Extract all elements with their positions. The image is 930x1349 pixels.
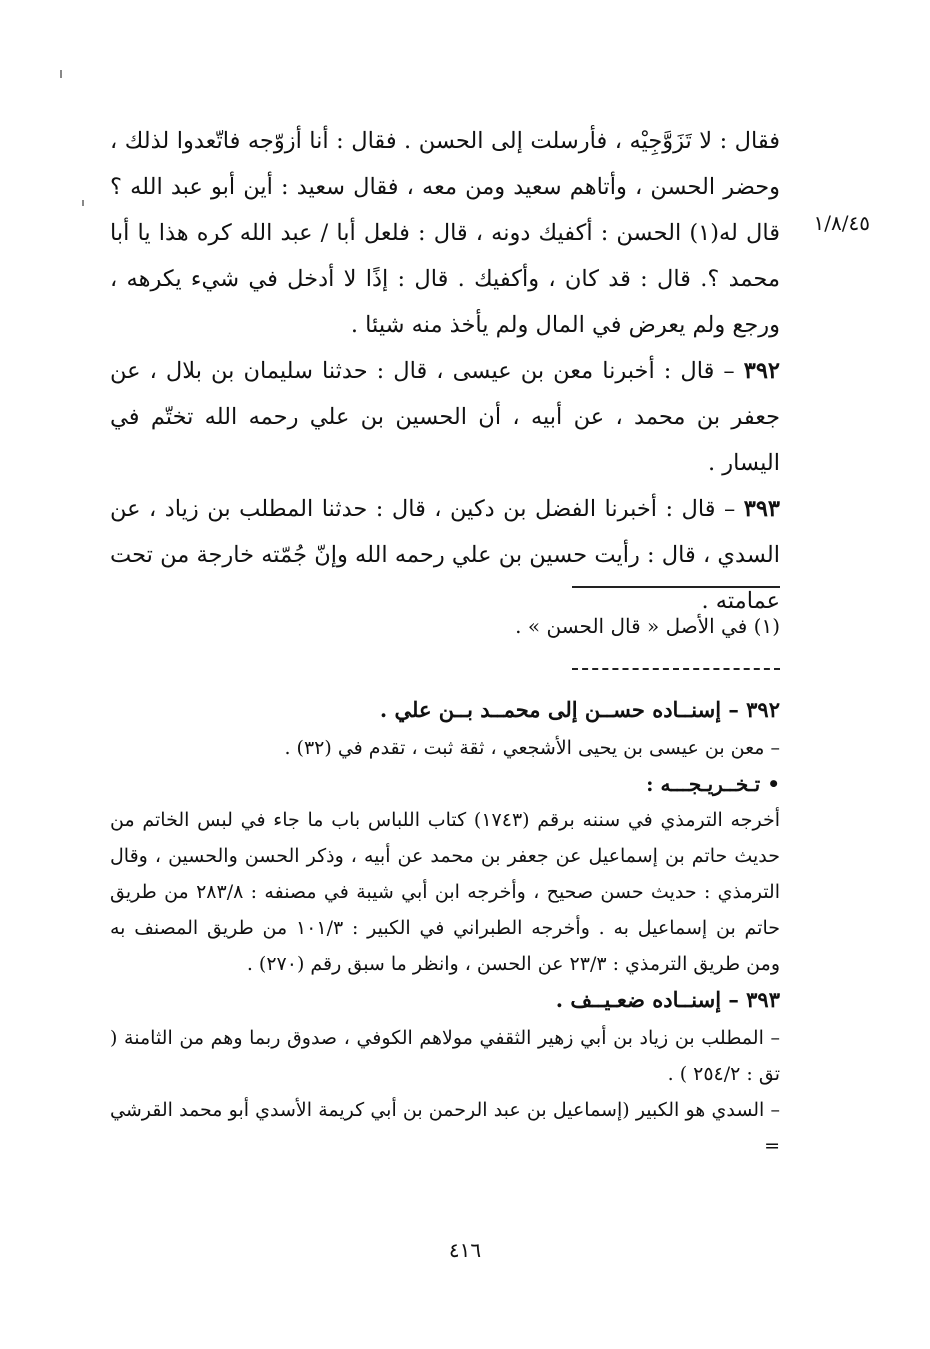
- paragraph-continued: [110, 118, 780, 348]
- narrator-note: – المطلب بن زياد بن أبي زهير الثقفي مولاهم الكوفي ، صدوق ربما وهم من الثامنة ( تق : ٢٥٤/٢ ) .: [110, 1027, 780, 1085]
- footnote: (١) في الأصل « قال الحسن » .: [515, 614, 780, 638]
- takhrij-text: أخرجه الترمذي في سننه برقم (١٧٤٣) كتاب اللباس باب ما جاء في لبس الخاتم من حديث حاتم بن إسماعيل عن جعفر بن محمد عن أبيه ، وذكر الحسن والحسين ، وقال الترمذي : حديث حسن صحيح ، وأخرجه ابن أبي شيبة في مصنفه : ٢٨٣/٨ من طريق حاتم بن إسماعيل به . وأخرجه الطبراني في الكبير : ١٠١/٣ من طريق المصنف به ومن طريق الترمذي : ٢٣/٣ عن الحسن ، وانظر ما سبق رقم (٢٧٠) .: [110, 809, 780, 975]
- narration-number: ٣٩٣: [743, 496, 780, 522]
- narration-393: [110, 486, 780, 624]
- commentary: [110, 692, 780, 1164]
- paragraph-text: فقال : لا تَزَوَّجِيْه ، فأرسلت إلى الحسن . فقال : أنا أزوّجه فاتّعدوا لذلك ، وحضر الحسن ، وأتاهم سعيد ومن معه ، فقال سعيد : أين أبو عبد الله ؟ قال له(١) الحسن : أكفيك دونه ، قال : فلعل أبا / عبد الله كره هذا يا أبا محمد ؟. قال : قد كان ، وأكفيك . قال : إذًا لا أدخل في شيء يكرهه ، ورجع ولم يعرض في المال ولم يأخذ منه شيئا .: [110, 128, 780, 338]
- scan-mark: [60, 70, 62, 78]
- margin-reference: ١/٨/٤٥: [813, 211, 870, 235]
- commentary-separator: [572, 668, 780, 670]
- footnote-separator: [572, 586, 780, 588]
- narrator-note: – السدي هو الكبير (إسماعيل بن عبد الرحمن بن أبي كريمة الأسدي أبو محمد القرشي =: [110, 1099, 780, 1157]
- takhrij-heading: • تـخــريـجـــه :: [646, 772, 780, 796]
- narration-392: [110, 348, 780, 486]
- commentary-heading-392: ٣٩٢ – إسنــاده حســن إلى محمــد بــن علي .: [379, 697, 780, 722]
- page-number: ٤١٦: [448, 1238, 482, 1262]
- main-text: [110, 118, 780, 624]
- commentary-heading-393: ٣٩٣ – إسنــاده ضعـيــف .: [555, 987, 780, 1012]
- narrator-note: – معن بن عيسى بن يحيى الأشجعي ، ثقة ثبت ، تقدم في (٣٢) .: [284, 737, 780, 759]
- paragraph-text: – قال : أخبرنا معن بن عيسى ، قال : حدثنا سليمان بن بلال ، عن جعفر بن محمد ، عن أبيه ، أن الحسين بن علي رحمه الله تختّم في اليسار .: [110, 358, 780, 476]
- paragraph-text: – قال : أخبرنا الفضل بن دكين ، قال : حدثنا المطلب بن زياد ، عن السدي ، قال : رأيت حسين بن علي رحمه الله وإنّ جُمّته خارجة من تحت عمامته .: [110, 496, 780, 614]
- narration-number: ٣٩٢: [743, 358, 780, 384]
- scan-mark: [82, 200, 84, 206]
